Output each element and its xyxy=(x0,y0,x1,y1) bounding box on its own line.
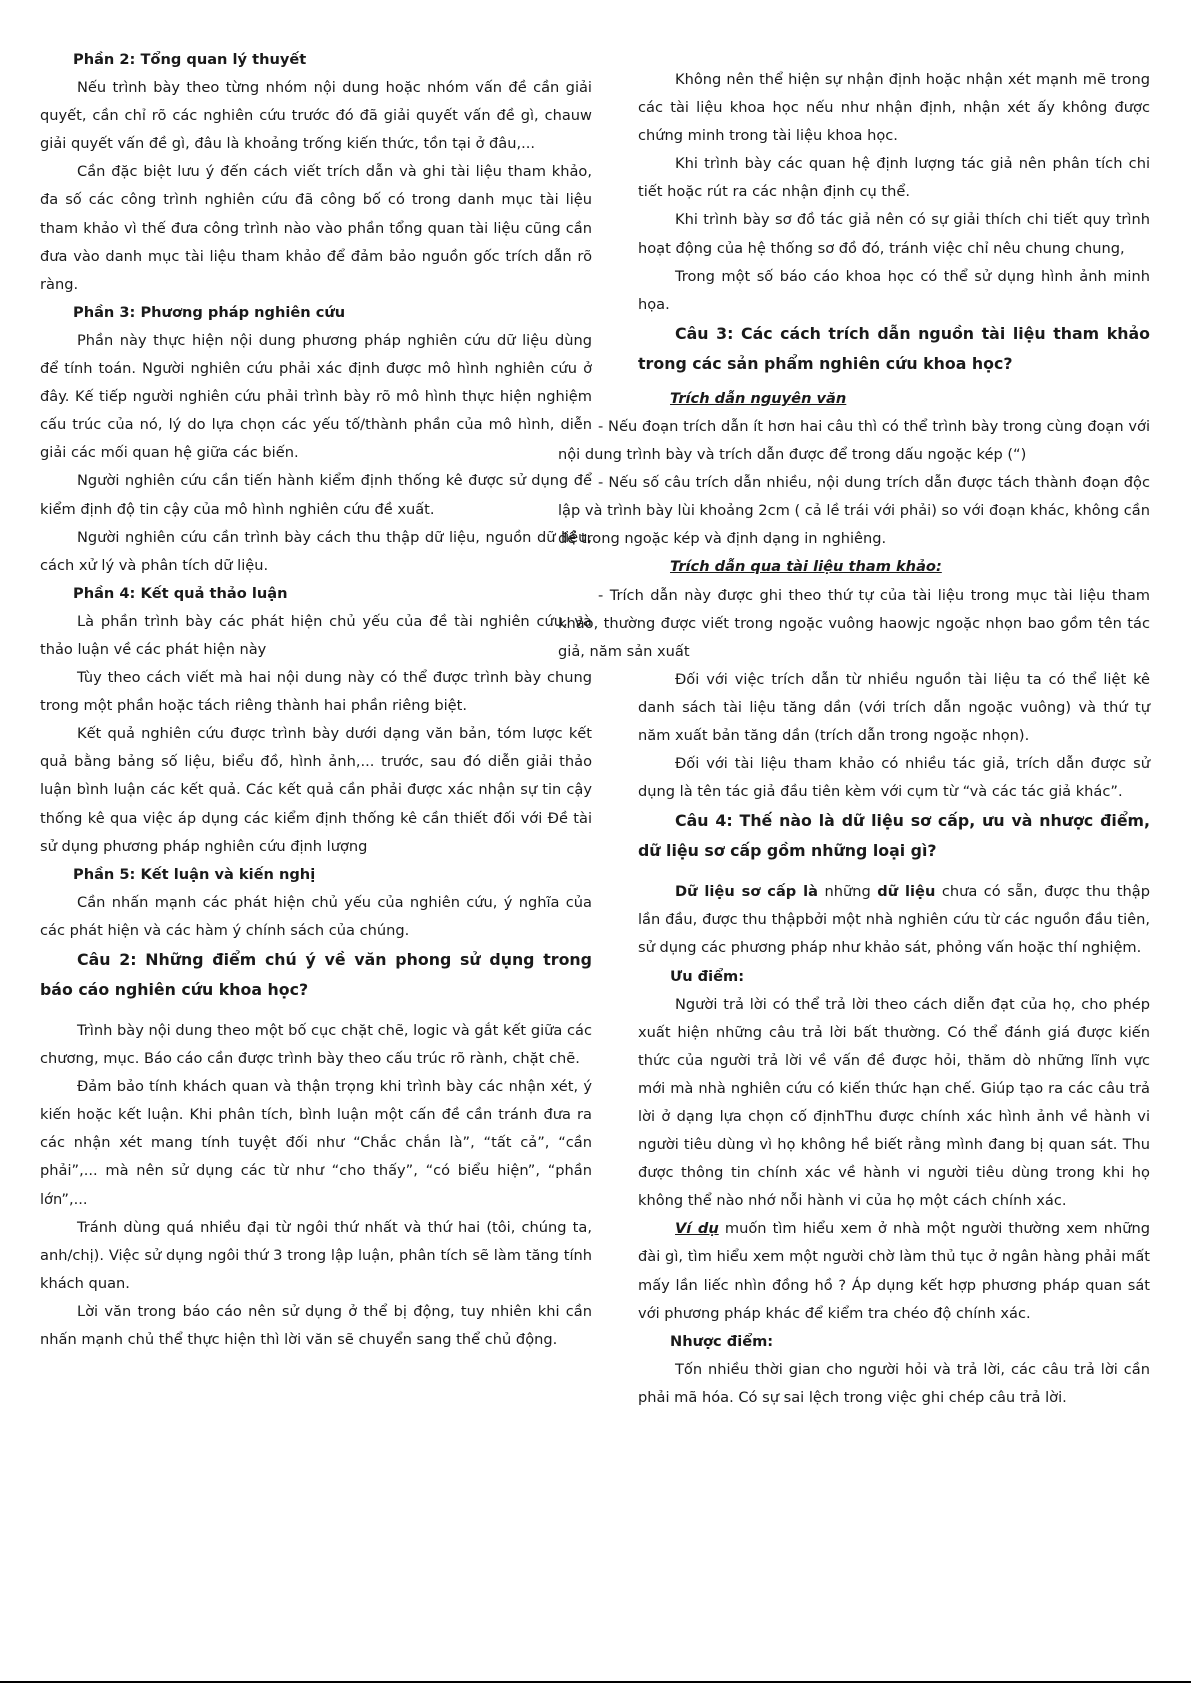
page-bottom-rule xyxy=(0,1681,1191,1683)
question-heading-q2: Câu 2: Những điểm chú ý về văn phong sử dụng trong báo cáo nghiên cứu khoa học? xyxy=(40,950,592,999)
question-heading-q4: Câu 4: Thế nào là dữ liệu sơ cấp, ưu và nhược điểm, dữ liệu sơ cấp gồm những loại gì? xyxy=(638,811,1150,861)
paragraph: Tránh dùng quá nhiều đại từ ngôi thứ nhất và thứ hai (tôi, chúng ta, anh/chị). Việc sử dụng ngôi thứ 3 trong lập luận, phân tích sẽ làm tăng tính khách quan. xyxy=(40,1218,592,1292)
paragraph: Nếu trình bày theo từng nhóm nội dung hoặc nhóm vấn đề cần giải quyết, cần chỉ rõ các nghiên cứu trước đó đã giải quyết vấn đề gì, chauw giải quyết vấn đề gì, đâu là khoảng trống kiến thức, tồn tại ở đâu,... xyxy=(40,79,592,153)
definition-term: Dữ liệu sơ cấp là xyxy=(675,883,819,901)
definition-paragraph xyxy=(598,878,1150,962)
paragraph: Trong một số báo cáo khoa học có thể sử dụng hình ảnh minh họa. xyxy=(638,267,1150,313)
subheading-verbatim-citation: Trích dẫn nguyên văn xyxy=(670,389,847,407)
paragraph: Phần này thực hiện nội dung phương pháp nghiên cứu dữ liệu dùng để tính toán. Người nghiên cứu phải xác định được mô hình nghiên cứu ở đây. Kế tiếp người nghiên cứu phải trình bày rõ mô hình thực hiện nghiệm cấu trúc của nó, lý do lựa chọn các yếu tố/thành phần của mô hình, diễn giải các mối quan hệ giữa các biến. xyxy=(40,331,592,462)
section-heading-part5: Phần 5: Kết luận và kiến nghị xyxy=(73,865,316,883)
right-column xyxy=(558,66,1150,1412)
paragraph: Đối với tài liệu tham khảo có nhiều tác giả, trích dẫn được sử dụng là tên tác giả đầu tiên kèm với cụm từ “và các tác giả khác”. xyxy=(638,755,1150,801)
paragraph: Cần đặc biệt lưu ý đến cách viết trích dẫn và ghi tài liệu tham khảo, đa số các công trình nghiên cứu đã công bố có trong danh mục tài liệu tham khảo vì thế đưa công trình nào vào phần tổng quan tài liệu cũng cần đưa vào danh mục tài liệu tham khảo để đảm bảo nguồn gốc trích dẫn rõ ràng. xyxy=(40,163,592,293)
list-item: - Nếu số câu trích dẫn nhiều, nội dung trích dẫn được tách thành đoạn độc lập và trình bày lùi khoảng 2cm ( cả lề trái với phải) so với đoạn khác, không cần để trong ngoặc kép và định dạng in nghiêng. xyxy=(558,474,1150,548)
example-text: muốn tìm hiểu xem ở nhà một người thường xem những đài gì, tìm hiểu xem một người chờ làm thủ tục ở ngân hàng phải mất mấy lần liếc nhìn đồng hồ ? Áp dụng kết hợp phương pháp quan sát với phương pháp khác để kiểm tra chéo độ chính xác. xyxy=(638,1220,1150,1322)
paragraph: Khi trình bày các quan hệ định lượng tác giả nên phân tích chi tiết hoặc rút ra các nhận định cụ thể. xyxy=(638,155,1150,201)
paragraph: Tốn nhiều thời gian cho người hỏi và trả lời, các câu trả lời cần phải mã hóa. Có sự sai lệch trong việc ghi chép câu trả lời. xyxy=(638,1360,1150,1406)
paragraph: Đối với việc trích dẫn từ nhiều nguồn tài liệu ta có thể liệt kê danh sách tài liệu tăng dần (với trích dẫn ngoặc vuông) và thứ tự năm xuất bản tăng dần (trích dẫn trong ngoặc nhọn). xyxy=(638,670,1150,744)
subheading-reference-citation: Trích dẫn qua tài liệu tham khảo: xyxy=(670,558,942,576)
paragraph: Lời văn trong báo cáo nên sử dụng ở thể bị động, tuy nhiên khi cần nhấn mạnh chủ thể thực hiện thì lời văn sẽ chuyển sang thể chủ động. xyxy=(40,1302,592,1349)
paragraph: Đảm bảo tính khách quan và thận trọng khi trình bày các nhận xét, ý kiến hoặc kết luận. Khi phân tích, bình luận một cấn đề cần tránh đưa ra các nhận xét mang tính tuyệt đối như “Chắc chắn là”, “tất cả”, “cần phải”,... mà nên sử dụng các từ như “cho thấy”, “có biểu hiện”, “phần lớn”,... xyxy=(40,1078,592,1208)
example-label: Ví dụ xyxy=(675,1220,719,1238)
example-paragraph xyxy=(598,1215,1150,1327)
paragraph: Kết quả nghiên cứu được trình bày dưới dạng văn bản, tóm lược kết quả bằng bảng số liệu, biểu đồ, hình ảnh,... trước, sau đó diễn giải thảo luận bình luận các kết quả. Các kết quả cần phải được xác nhận sự tin cậy thống kê qua việc áp dụng các kiểm định thống kê cần thiết đối với Đề tài sử dụng phương pháp nghiên cứu định lượng xyxy=(40,725,592,855)
paragraph: Người nghiên cứu cần tiến hành kiểm định thống kê được sử dụng để kiểm định độ tin cậy của mô hình nghiên cứu đề xuất. xyxy=(40,472,592,518)
paragraph: Trình bày nội dung theo một bố cục chặt chẽ, logic và gắt kết giữa các chương, mục. Báo cáo cần được trình bày theo cấu trúc rõ rành, chặt chẽ. xyxy=(40,1022,592,1068)
question-heading-q3: Câu 3: Các cách trích dẫn nguồn tài liệu tham khảo trong các sản phẩm nghiên cứu khoa học? xyxy=(638,323,1150,373)
definition-term: dữ liệu xyxy=(877,883,936,901)
section-heading-part3: Phần 3: Phương pháp nghiên cứu xyxy=(73,303,346,321)
paragraph: Không nên thể hiện sự nhận định hoặc nhận xét mạnh mẽ trong các tài liệu khoa học nếu như nhận định, nhận xét ấy không được chứng minh trong tài liệu khoa học. xyxy=(638,71,1150,145)
paragraph: Khi trình bày sơ đồ tác giả nên có sự giải thích chi tiết quy trình hoạt động của hệ thống sơ đồ đó, tránh việc chỉ nêu chung chung, xyxy=(638,211,1150,257)
advantages-heading: Ưu điểm: xyxy=(670,967,745,985)
left-column xyxy=(40,46,592,1354)
disadvantages-heading: Nhược điểm: xyxy=(670,1332,774,1350)
paragraph: Là phần trình bày các phát hiện chủ yếu của đề tài nghiên cứu, và thảo luận về các phát hiện này xyxy=(40,612,592,658)
section-heading-part2: Phần 2: Tổng quan lý thuyết xyxy=(73,51,307,68)
list-item: - Nếu đoạn trích dẫn ít hơn hai câu thì có thể trình bày trong cùng đoạn với nội dung trình bày và trích dẫn được để trong dấu ngoặc kép (“) xyxy=(558,417,1150,464)
paragraph: Người nghiên cứu cần trình bày cách thu thập dữ liệu, nguồn dữ liệu, cách xử lý và phân tích dữ liệu. xyxy=(40,528,592,574)
list-item: - Trích dẫn này được ghi theo thứ tự của tài liệu trong mục tài liệu tham khảo, thường được viết trong ngoặc vuông haowjc ngoặc nhọn bao gồm tên tác giả, năm sản xuất xyxy=(558,586,1150,660)
paragraph: Cần nhấn mạnh các phát hiện chủ yếu của nghiên cứu, ý nghĩa của các phát hiện và các hàm ý chính sách của chúng. xyxy=(40,893,592,939)
definition-text: chưa có sẵn, được thu thập lần đầu, được thu thậpbởi một nhà nghiên cứu từ các nguồn đầu tiên, sử dụng các phương pháp như khảo sát, phỏng vấn hoặc thí nghiệm. xyxy=(638,883,1150,957)
section-heading-part4: Phần 4: Kết quả thảo luận xyxy=(73,584,288,602)
paragraph: Tùy theo cách viết mà hai nội dung này có thể được trình bày chung trong một phần hoặc tách riêng thành hai phần riêng biệt. xyxy=(40,669,592,715)
definition-text: những xyxy=(818,883,878,901)
paragraph: Người trả lời có thể trả lời theo cách diễn đạt của họ, cho phép xuất hiện những câu trả lời bất thường. Có thể đánh giá được kiến thức của người trả lời về vấn đề được hỏi, thăm dò những lĩnh vực mới mà nhà nghiên cứu có kiến thức hạn chế. Giúp tạo ra các câu trả lời ở dạng lựa chọn cố địnhThu được chính xác hình ảnh về hành vi người tiêu dùng vì họ không hề biết rằng mình đang bị quan sát. Thu được thông tin chính xác về hành vi người tiêu dùng trong khi họ không thể nào nhớ nỗi hành vi của họ một cách chính xác. xyxy=(638,995,1150,1210)
